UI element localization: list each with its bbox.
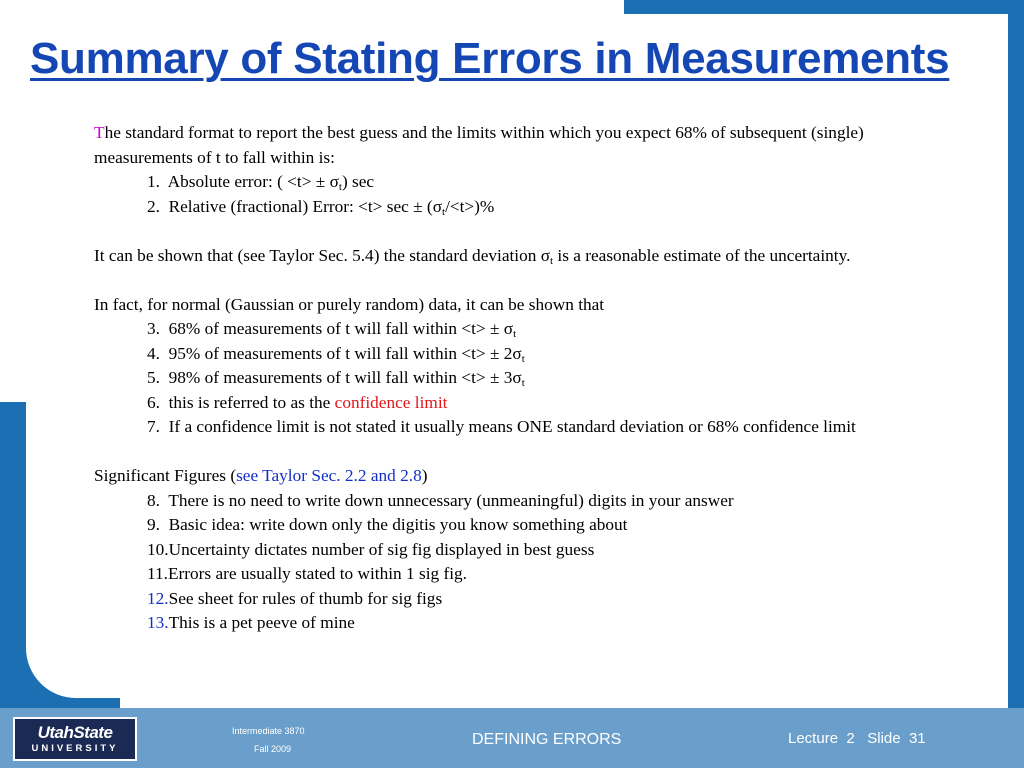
sigfig-close: ) [421,466,428,485]
list-item [94,342,884,367]
item-number: 12. [147,588,169,608]
taylor-reference-link[interactable]: see Taylor Sec. 2.2 and 2.8 [236,466,422,485]
item-subscript: t [521,377,525,389]
item-text: If a confidence limit is not stated it usually means ONE standard deviation or 68% confidence limit [168,417,856,436]
stdev-subscript: t [550,254,554,267]
item-number: 5. [147,368,160,387]
topic-label: DEFINING ERRORS [472,731,622,748]
list-item [94,587,884,612]
item-subscript: t [442,205,446,218]
slide-body [94,121,884,636]
course-label: Intermediate 3870 [232,726,305,736]
stdev-text: It can be shown that (see Taylor Sec. 5.4) the standard deviation σ [94,245,551,265]
slide-label: Slide [867,730,901,747]
item-text: 95% of measurements of t will fall within <t> ± 2σ [168,343,522,363]
list-item [94,317,884,342]
list-item [94,611,884,636]
item-text-end: ) sec [341,172,375,191]
item-subscript: t [513,328,517,340]
lecture-label: Lecture [788,730,839,747]
lecture-number: 2 [846,730,855,747]
item-text: Uncertainty dictates number of sig fig displayed in best guess [168,539,595,559]
item-number: 9. [147,515,160,534]
item-text: Errors are usually stated to within 1 sig fig. [167,564,467,583]
sigfig-heading [94,464,884,489]
item-text: Relative (fractional) Error: <t> sec ± (σ [168,196,443,216]
item-subscript: t [338,181,342,193]
item-text: Basic idea: write down only the digitis you know something about [168,515,628,534]
item-number: 3. [147,319,160,338]
list-item [94,391,884,416]
item-text: 68% of measurements of t will fall within <t> ± σ [168,319,514,338]
item-subscript: t [521,352,525,365]
stdev-text-end: is a reasonable estimate of the uncertainty. [553,245,851,265]
gaussian-intro: In fact, for normal (Gaussian or purely random) data, it can be shown that [94,294,605,314]
top-accent-bar [624,0,1024,14]
list-item [94,489,884,514]
item-number: 11. [147,564,168,583]
list-item [94,538,884,563]
list-item [94,170,884,195]
university-logo [13,717,137,761]
slide-title: Summary of Stating Errors in Measurements [30,34,950,83]
stdev-paragraph [94,244,884,269]
item-number: 13. [147,613,169,632]
term-label: Fall 2009 [254,744,292,754]
item-number: 4. [147,343,160,363]
item-text: This is a pet peeve of mine [168,613,355,632]
item-text-end: /<t>)% [445,196,495,216]
slide-number-info [788,730,926,747]
logo-wordmark: UtahState [37,723,113,742]
right-accent-bar [1008,0,1024,710]
item-number: 8. [147,490,160,510]
item-number: 6. [147,392,160,412]
intro-paragraph [94,121,884,170]
item-number: 10. [147,539,169,559]
item-number: 2. [147,196,160,216]
intro-first-letter: T [94,123,105,142]
item-text: this is referred to as the [168,392,335,412]
item-number: 7. [147,417,160,436]
intro-text: he standard format to report the best guess and the limits within which you expect 68% of subsequent (single) measurements of t to fall within is: [94,123,864,167]
item-text: 98% of measurements of t will fall within <t> ± 3σ [168,368,522,387]
item-text: See sheet for rules of thumb for sig figs [168,588,443,608]
item-text: Absolute error: ( <t> ± σ [167,172,339,191]
list-item [94,513,884,538]
list-item [94,562,884,587]
confidence-limit-term: confidence limit [334,392,448,412]
slide-number: 31 [908,730,926,747]
list-item [94,366,884,391]
sigfig-label: Significant Figures ( [94,466,237,485]
item-number: 1. [147,172,160,191]
item-text: There is no need to write down unnecessary (unmeaningful) digits in your answer [168,490,734,510]
logo-subtitle: UNIVERSITY [31,743,119,754]
list-item [94,415,884,440]
list-item [94,195,884,220]
